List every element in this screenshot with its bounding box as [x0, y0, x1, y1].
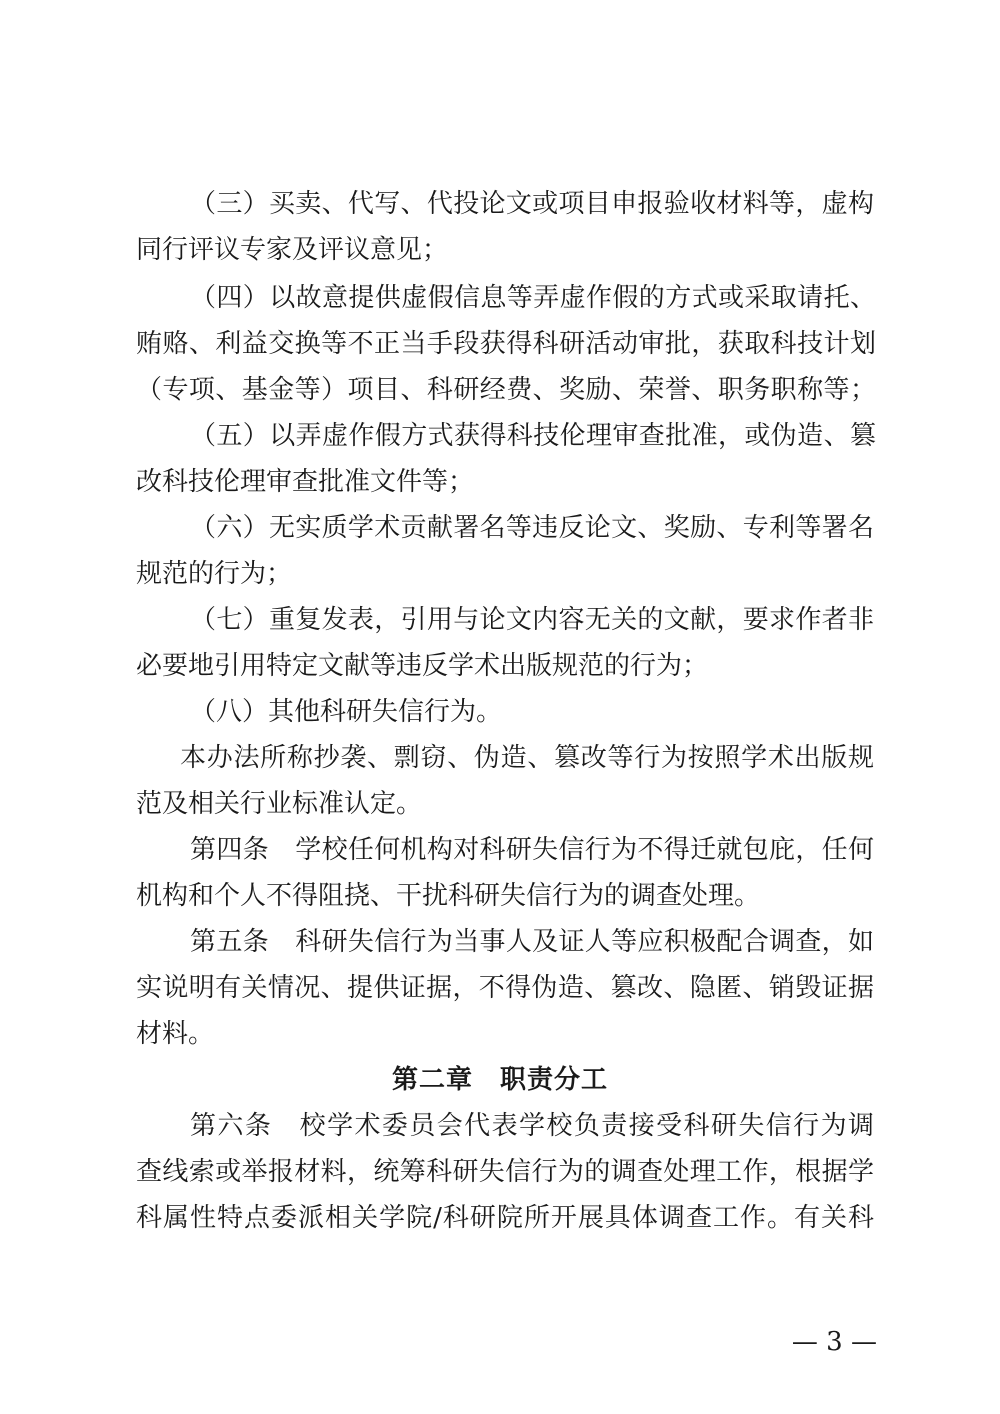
text-line: 机构和个人不得阻挠、干扰科研失信行为的调查处理。: [136, 881, 761, 911]
text-line: 实说明有关情况、提供证据，不得伪造、篡改、隐匿、销毁证据: [136, 973, 874, 1003]
text-line: 第五条 科研失信行为当事人及证人等应积极配合调查，如: [190, 927, 874, 957]
text-line: 规范的行为；: [136, 559, 293, 589]
text-line: 科属性特点委派相关学院/科研院所开展具体调查工作。有关科: [136, 1203, 874, 1233]
chapter-heading: 第二章 职责分工: [391, 1065, 608, 1095]
text-line: 查线索或举报材料，统筹科研失信行为的调查处理工作，根据学: [136, 1157, 874, 1187]
text-line: 材料。: [136, 1019, 215, 1049]
page-number: [0, 1322, 1000, 1362]
text-line: 范及相关行业标准认定。: [136, 789, 423, 819]
text-line: 改科技伦理审查批准文件等；: [136, 467, 475, 497]
text-line: （七）重复发表，引用与论文内容无关的文献，要求作者非: [190, 605, 874, 635]
text-line: （八）其他科研失信行为。: [190, 697, 503, 727]
text-line: 第六条 校学术委员会代表学校负责接受科研失信行为调: [190, 1111, 874, 1141]
text-line: （六）无实质学术贡献署名等违反论文、奖励、专利等署名: [190, 513, 874, 543]
text-line: （专项、基金等）项目、科研经费、奖励、荣誉、职务职称等；: [136, 375, 876, 405]
text-line: 第四条 学校任何机构对科研失信行为不得迁就包庇，任何: [190, 835, 874, 865]
text-line: （四）以故意提供虚假信息等弄虚作假的方式或采取请托、: [190, 283, 876, 313]
text-line: 本办法所称抄袭、剽窃、伪造、篡改等行为按照学术出版规: [180, 743, 874, 773]
text-line: 必要地引用特定文献等违反学术出版规范的行为；: [136, 651, 709, 681]
text-line: （三）买卖、代写、代投论文或项目申报验收材料等，虚构: [190, 189, 874, 219]
text-line: 同行评议专家及评议意见；: [136, 235, 449, 265]
text-line: 贿赂、利益交换等不正当手段获得科研活动审批，获取科技计划: [136, 329, 876, 359]
page-number-text: — 3 —: [791, 1327, 877, 1357]
text-line: （五）以弄虚作假方式获得科技伦理审查批准，或伪造、篡: [190, 421, 876, 451]
